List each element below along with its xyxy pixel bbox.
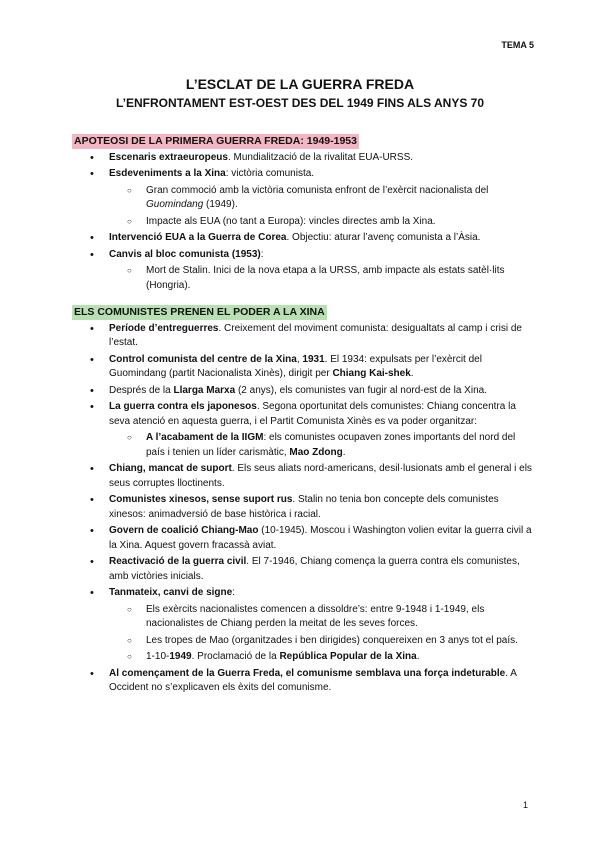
sub-list-item: ○ Les tropes de Mao (organitzades i ben dirigides) conquereixen en 3 anys tot el país. [72, 634, 534, 649]
sub-list-item: ○ Impacte als EUA (no tant a Europa): vincles directes amb la Xina. [72, 215, 534, 230]
list-item: • Govern de coalició Chiang-Mao (10-1945). Moscou i Washington volien evitar la guerra civil a la Xina. Aquest govern fracassà aviat. [72, 524, 534, 553]
list-item: • Intervenció EUA a la Guerra de Corea. Objectiu: aturar l’avenç comunista a l’Àsia. [72, 231, 534, 246]
list-item: • Control comunista del centre de la Xina, 1931. El 1934: expulsats per l’exèrcit del Guomindang (partit Nacionalista Xinès), dirigit per Chiang Kai-shek. [72, 353, 534, 382]
list-item: • Chiang, mancat de suport. Els seus aliats nord-americans, desil·lusionats amb el general i els seus corruptes lloctinents. [72, 462, 534, 491]
section-comunistes-xina [72, 305, 534, 698]
sub-list-item: ○ Gran commoció amb la victòria comunista enfront de l’exèrcit nacionalista del Guomindang (1949). [72, 184, 534, 213]
section-apoteosi [72, 134, 534, 295]
sub-list-item: ○ Mort de Stalin. Inici de la nova etapa a la URSS, amb impacte als estats satèl·lits (Hongria). [72, 264, 534, 293]
list-item: • Període d’entreguerres. Creixement del moviment comunista: desigualtats al camp i crisi de l’estat. [72, 322, 534, 351]
list-item: • Reactivació de la guerra civil. El 7-1946, Chiang comença la guerra contra els comunistes, amb victòries inicials. [72, 555, 534, 584]
sub-list-item: ○ 1-10-1949. Proclamació de la República Popular de la Xina. [72, 650, 534, 665]
section-heading: APOTEOSI DE LA PRIMERA GUERRA FREDA: 1949-1953 [74, 135, 357, 147]
page-title: L’ESCLAT DE LA GUERRA FREDA [185, 76, 415, 92]
list-item: • La guerra contra els japonesos. Segona oportunitat dels comunistes: Chiang concentra la seva atenció en aquesta guerra, i el Partit Comunista Xinès es va poder organitzar: [72, 400, 534, 429]
list-item: • Després de la Llarga Marxa (2 anys), els comunistes van fugir al nord-est de la Xina. [72, 384, 534, 399]
list-item: • Esdeveniments a la Xina: victòria comunista. [72, 167, 534, 182]
list-item: • Canvis al bloc comunista (1953): [72, 248, 534, 263]
document-tag: TEMA 5 [501, 40, 534, 50]
page-subtitle: L’ENFRONTAMENT EST-OEST DES DEL 1949 FINS ALS ANYS 70 [115, 96, 485, 110]
sub-list-item: ○ Els exèrcits nacionalistes comencen a dissoldre’s: entre 9-1948 i 1-1949, els nacionalistes de Chiang perden la meitat de les seves forces. [72, 603, 534, 632]
list-item: • Al començament de la Guerra Freda, el comunisme semblava una força indeturable. A Occident no s’explicaven els èxits del comunisme. [72, 667, 534, 696]
list-item: • Tanmateix, canvi de signe: [72, 586, 534, 601]
list-item: • Escenaris extraeuropeus. Mundialització de la rivalitat EUA-URSS. [72, 151, 534, 166]
page-number: 1 [522, 800, 528, 810]
list-item: • Comunistes xinesos, sense suport rus. Stalin no tenia bon concepte dels comunistes xinesos: animadversió de base històrica i racial. [72, 493, 534, 522]
sub-list-item: ○ A l’acabament de la IIGM: els comunistes ocupaven zones importants del nord del país i tenien un líder carismàtic, Mao Zdong. [72, 431, 534, 460]
section-heading: ELS COMUNISTES PRENEN EL PODER A LA XINA [74, 306, 325, 318]
